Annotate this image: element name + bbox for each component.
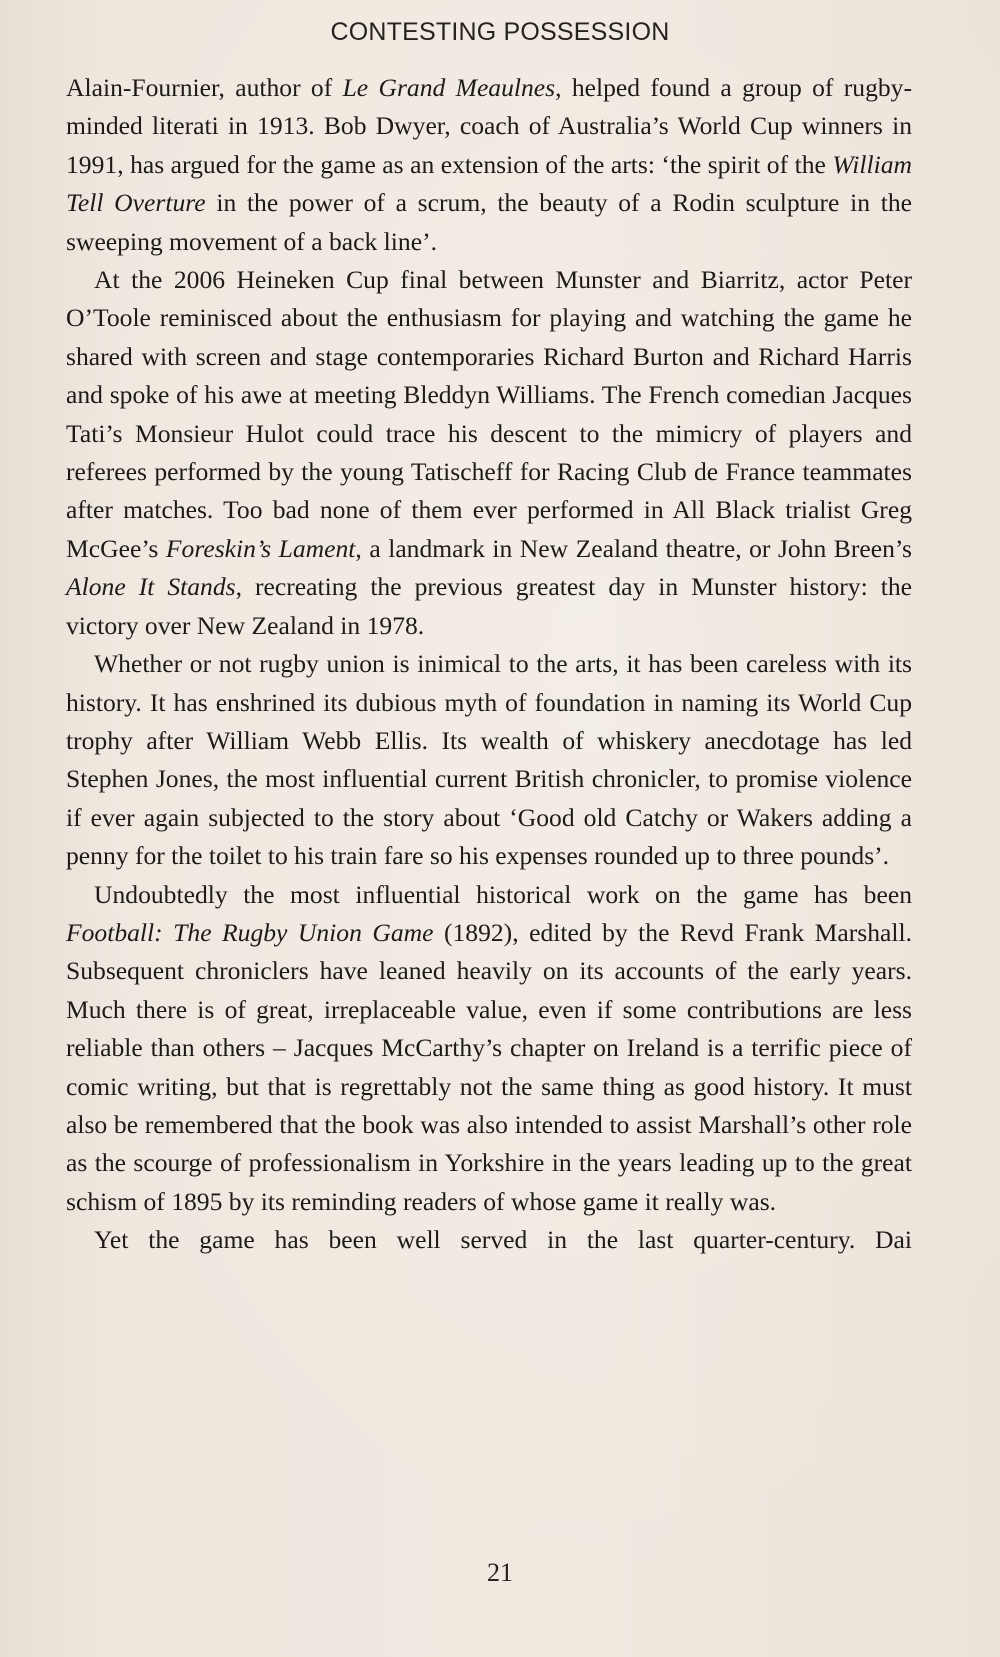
paragraph-p3	[66, 645, 912, 875]
text-run: in the power of a scrum, the beauty of a Rodin sculpture in the sweeping movement of a back line’.	[66, 188, 912, 256]
text-run: Yet the game has been well served in the last quarter-century. Dai	[94, 1225, 912, 1255]
text-run: At the 2006 Heineken Cup final between Munster and Biarritz, actor Peter O’Toole reminisced about the enthusiasm for playing and watching the game he shared with screen and stage contemporaries Richard Burton and Richard Harris and spoke of his awe at meeting Bleddyn Williams. The French comedian Jacques Tati’s Monsieur Hulot could trace his descent to the mimicry of players and referees performed by the young Tatischeff for Racing Club de France teammates after matches. Too bad none of them ever performed in All Black trialist Greg McGee’s	[66, 265, 912, 563]
body-text	[66, 69, 912, 1260]
text-run: Alain-Fournier, author of	[66, 73, 343, 102]
paragraph-p4	[66, 876, 912, 1222]
text-run: (1892), edited by the Revd Frank Marshall. Subsequent chroniclers have leaned heavily on its accounts of the early years. Much there is of great, irreplaceable value, even if some contributions are less reliable than others – Jacques McCarthy’s chapter on Ireland is a terrific piece of comic writing, but that is regrettably not the same thing as good history. It must also be remembered that the book was also intended to assist Marshall’s other role as the scourge of professionalism in Yorkshire in the years leading up to the great schism of 1895 by its reminding readers of whose game it really was.	[66, 917, 912, 1216]
italic-title: Football: The Rugby Union Game	[66, 917, 434, 947]
text-run: Undoubtedly the most influential historical work on the game has been	[94, 879, 912, 909]
page-number: 21	[487, 1558, 513, 1587]
text-run: , a landmark in New Zealand theatre, or John Breen’s	[355, 533, 912, 563]
italic-title: William Tell Overture	[66, 149, 912, 218]
italic-title: Le Grand Meaulnes	[342, 73, 556, 102]
text-run: , recreating the previous greatest day in Munster history: the victory over New Zealand in 1978.	[66, 572, 912, 640]
italic-title: Foreskin’s Lament	[165, 533, 356, 563]
italic-title: Alone It Stands	[66, 572, 236, 602]
paragraph-p2	[66, 261, 912, 645]
text-run: , helped found a group of rugby-minded literati in 1913. Bob Dwyer, coach of Australia’s World Cup winners in 1991, has argued for the game as an extension of the arts: ‘the spirit of the	[66, 73, 912, 179]
paragraph-p1	[66, 69, 912, 261]
text-run: Whether or not rugby union is inimical to the arts, it has been careless with its history. It has enshrined its dubious myth of foundation in naming its World Cup trophy after William Webb Ellis. Its wealth of whiskery anecdotage has led Stephen Jones, the most influential current British chronicler, to promise violence if ever again subjected to the story about ‘Good old Catchy or Wakers adding a penny for the toilet to his train fare so his expenses rounded up to three pounds’.	[66, 649, 912, 871]
paragraph-p5	[66, 1221, 912, 1259]
running-head: CONTESTING POSSESSION	[330, 18, 670, 46]
